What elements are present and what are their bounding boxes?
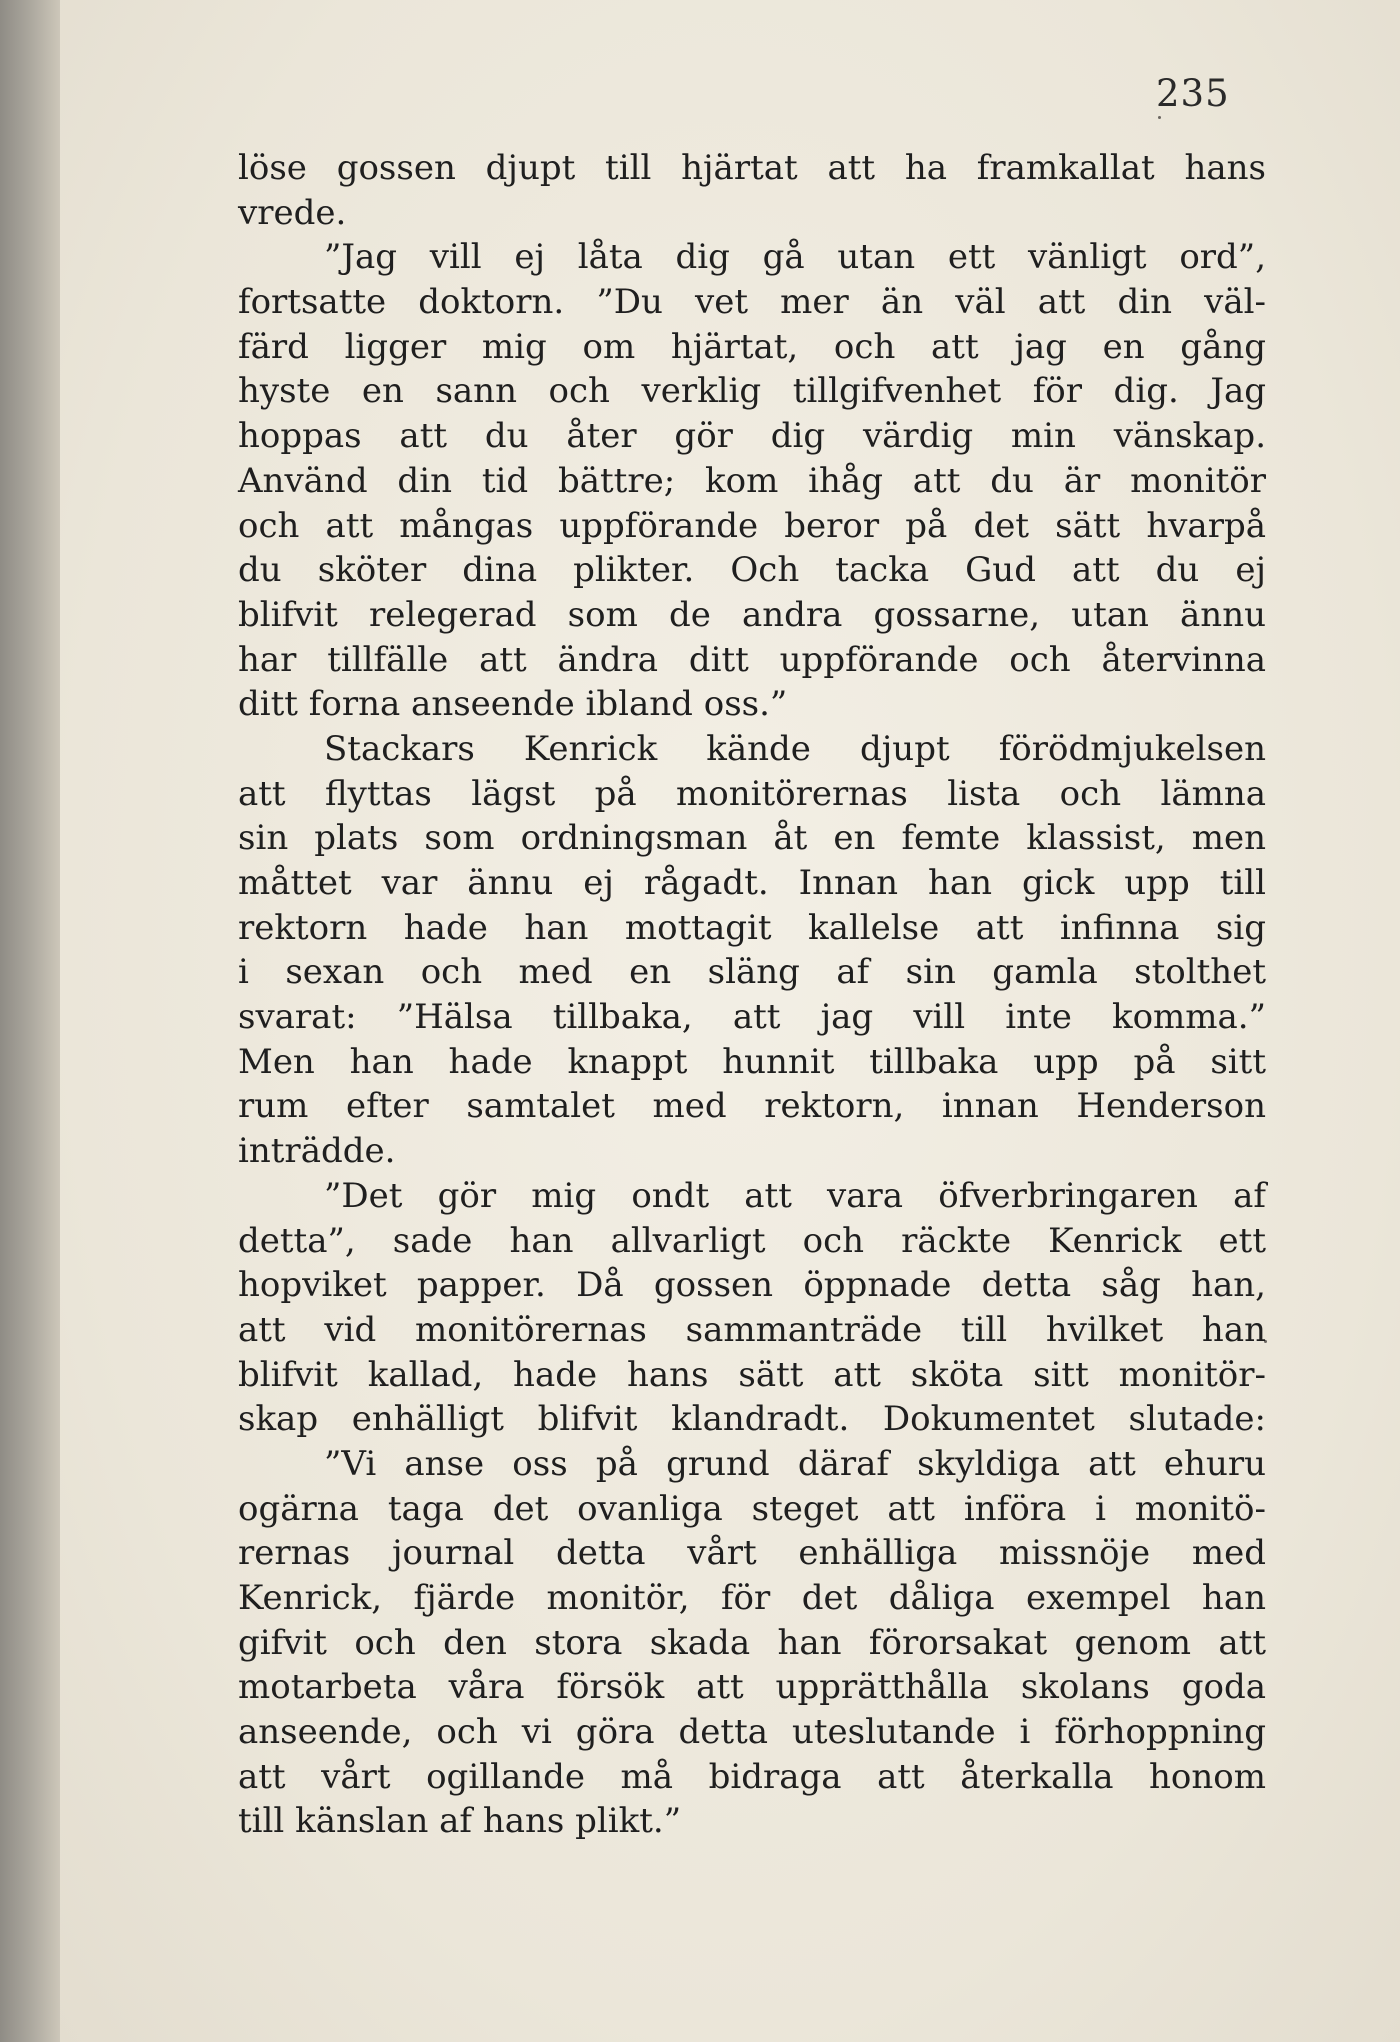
text-line: detta”, sade han allvarligt och räckte Kenrick ett <box>238 1220 1266 1261</box>
body-text <box>238 146 1266 1844</box>
text-line: Men han hade knappt hunnit tillbaka upp på sitt <box>238 1041 1266 1082</box>
text-line: ”Jag vill ej låta dig gå utan ett vänligt ord”, <box>324 237 1266 278</box>
text-line: till känslan af hans plikt.” <box>238 1801 682 1842</box>
text-line: måttet var ännu ej rågadt. Innan han gick upp till <box>238 863 1266 903</box>
ink-speck <box>1158 116 1161 119</box>
text-line: Stackars Kenrick kände djupt förödmjukelsen <box>324 728 1266 769</box>
text-line: och att mångas uppförande beror på det sätt hvarpå <box>238 505 1266 546</box>
text-line: rum efter samtalet med rektorn, innan Henderson <box>238 1086 1266 1127</box>
text-line: vrede. <box>238 192 347 233</box>
text-line: blifvit relegerad som de andra gossarne, utan ännu <box>238 594 1266 635</box>
text-line: sin plats som ordningsman åt en femte klassist, men <box>238 818 1266 859</box>
text-line: att flyttas lägst på monitörernas lista och lämna <box>238 773 1266 814</box>
text-line: ”Vi anse oss på grund däraf skyldiga att ehuru <box>324 1443 1266 1484</box>
text-line: skap enhälligt blifvit klandradt. Dokumentet slutade: <box>238 1399 1266 1440</box>
text-line: att vid monitörernas sammanträde till hvilket han <box>238 1309 1266 1350</box>
text-line: rernas journal detta vårt enhälliga missnöje med <box>238 1533 1266 1574</box>
page-number: 235 <box>1156 72 1230 115</box>
text-line: ogärna taga det ovanliga steget att införa i monitö- <box>238 1488 1266 1529</box>
text-line: hopviket papper. Då gossen öppnade detta såg han, <box>238 1265 1266 1306</box>
text-line: att vårt ogillande må bidraga att återkalla honom <box>238 1756 1266 1797</box>
text-line: inträdde. <box>238 1131 396 1172</box>
text-line: fortsatte doktorn. ”Du vet mer än väl att din väl- <box>238 282 1266 323</box>
text-line: Använd din tid bättre; kom ihåg att du är monitör <box>238 460 1266 501</box>
text-line: svarat: ”Hälsa tillbaka, att jag vill inte komma.” <box>238 997 1266 1038</box>
text-line: anseende, och vi göra detta uteslutande i förhoppning <box>238 1712 1266 1753</box>
text-line: Kenrick, fjärde monitör, för det dåliga exempel han <box>238 1578 1266 1618</box>
text-line: löse gossen djupt till hjärtat att ha framkallat hans <box>238 148 1266 188</box>
text-line: hyste en sann och verklig tillgifvenhet för dig. Jag <box>238 371 1266 412</box>
text-line: har tillfälle att ändra ditt uppförande och återvinna <box>238 639 1266 680</box>
text-line: färd ligger mig om hjärtat, och att jag en gång <box>238 326 1266 367</box>
book-binding-edge <box>0 0 62 2042</box>
text-line: rektorn hade han mottagit kallelse att infinna sig <box>238 907 1266 948</box>
text-line: hoppas att du åter gör dig värdig min vänskap. <box>238 416 1266 457</box>
book-page <box>60 0 1400 2042</box>
text-line: ”Det gör mig ondt att vara öfverbringaren af <box>324 1175 1266 1216</box>
text-line: gifvit och den stora skada han förorsakat genom att <box>238 1622 1266 1663</box>
text-line: i sexan och med en släng af sin gamla stolthet <box>238 952 1266 993</box>
text-line: blifvit kallad, hade hans sätt att sköta sitt monitör- <box>238 1354 1266 1395</box>
text-line: du sköter dina plikter. Och tacka Gud att du ej <box>238 550 1266 591</box>
text-line: motarbeta våra försök att upprätthålla skolans goda <box>238 1667 1266 1708</box>
text-line: ditt forna anseende ibland oss.” <box>238 684 788 725</box>
